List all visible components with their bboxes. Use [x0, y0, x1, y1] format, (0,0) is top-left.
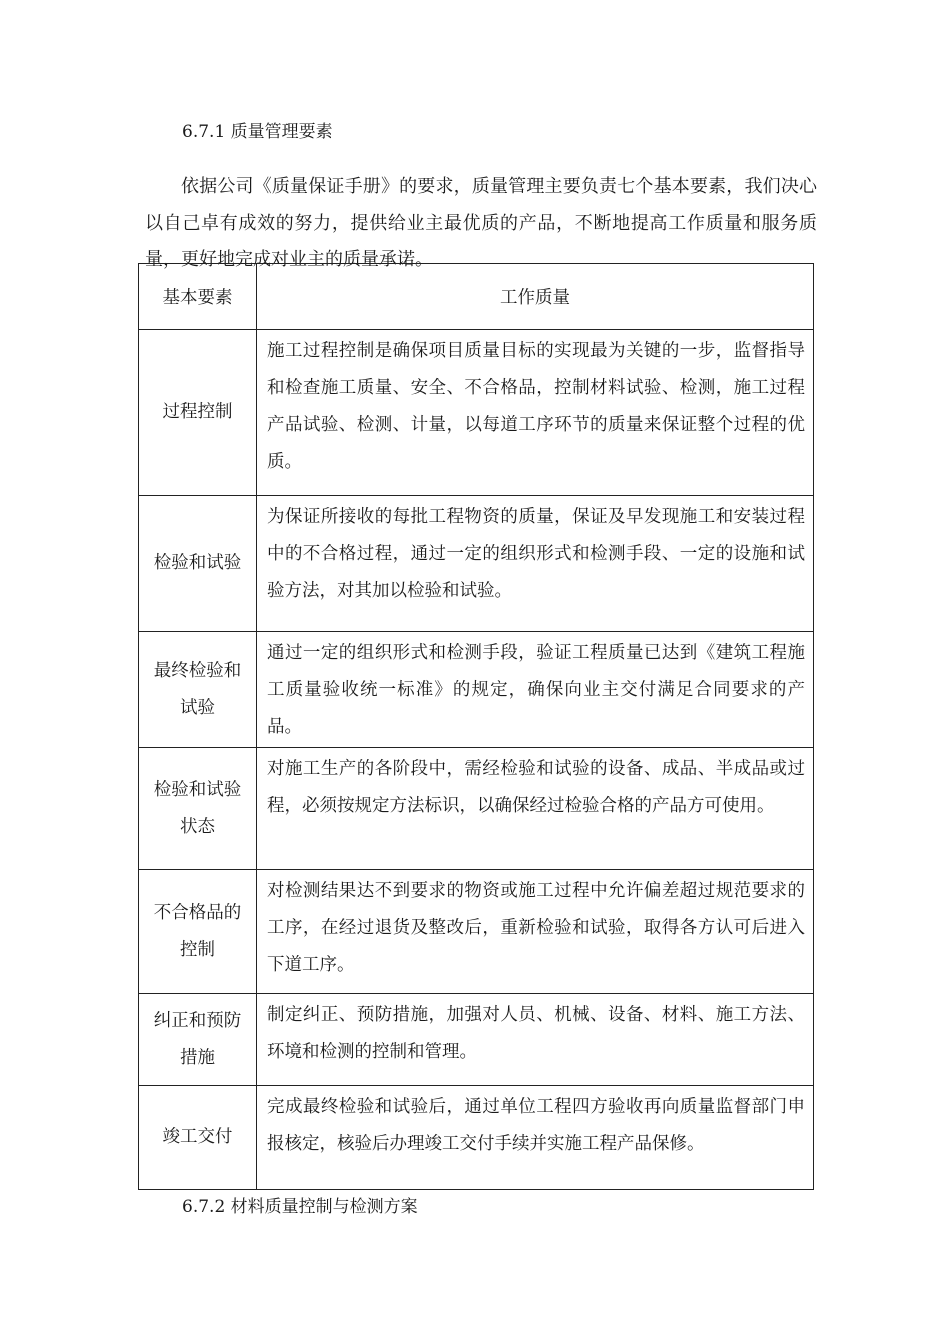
- table-row: [139, 748, 814, 870]
- element-cell: 不合格品的控制: [139, 870, 257, 994]
- header-basic-element: 基本要素: [139, 264, 257, 330]
- element-cell: 最终检验和试验: [139, 632, 257, 748]
- table-row: [139, 496, 814, 632]
- table-header-row: [139, 264, 814, 330]
- intro-paragraph: 依据公司《质量保证手册》的要求，质量管理主要负责七个基本要素，我们决心以自己卓有成效的努力，提供给业主最优质的产品，不断地提高工作质量和服务质量，更好地完成对业主的质量承诺。: [145, 176, 817, 270]
- table-row: [139, 870, 814, 994]
- element-cell: 检验和试验: [139, 496, 257, 632]
- header-work-quality: 工作质量: [257, 264, 814, 330]
- section-heading-quality-elements: 6.7.1 质量管理要素: [182, 122, 333, 142]
- quality-cell: 对施工生产的各阶段中，需经检验和试验的设备、成品、半成品或过程，必须按规定方法标识，以确保经过检验合格的产品方可使用。: [257, 748, 814, 870]
- table-row: [139, 632, 814, 748]
- element-cell: 检验和试验状态: [139, 748, 257, 870]
- element-cell: 竣工交付: [139, 1086, 257, 1190]
- quality-cell: 制定纠正、预防措施，加强对人员、机械、设备、材料、施工方法、环境和检测的控制和管理。: [257, 994, 814, 1086]
- section-heading-material-quality: 6.7.2 材料质量控制与检测方案: [182, 1197, 418, 1217]
- quality-cell: 为保证所接收的每批工程物资的质量，保证及早发现施工和安装过程中的不合格过程，通过一定的组织形式和检测手段、一定的设施和试验方法，对其加以检验和试验。: [257, 496, 814, 632]
- quality-cell: 施工过程控制是确保项目质量目标的实现最为关键的一步，监督指导和检查施工质量、安全、不合格品，控制材料试验、检测，施工过程产品试验、检测、计量，以每道工序环节的质量来保证整个过程的优质。: [257, 330, 814, 496]
- table-row: [139, 330, 814, 496]
- table-row: [139, 994, 814, 1086]
- quality-cell: 完成最终检验和试验后，通过单位工程四方验收再向质量监督部门申报核定，核验后办理竣工交付手续并实施工程产品保修。: [257, 1086, 814, 1190]
- quality-elements-table: [138, 263, 814, 1190]
- quality-cell: 对检测结果达不到要求的物资或施工过程中允许偏差超过规范要求的工序，在经过退货及整改后，重新检验和试验，取得各方认可后进入下道工序。: [257, 870, 814, 994]
- quality-cell: 通过一定的组织形式和检测手段，验证工程质量已达到《建筑工程施工质量验收统一标准》的规定，确保向业主交付满足合同要求的产品。: [257, 632, 814, 748]
- element-cell: 纠正和预防措施: [139, 994, 257, 1086]
- table-row: [139, 1086, 814, 1190]
- element-cell: 过程控制: [139, 330, 257, 496]
